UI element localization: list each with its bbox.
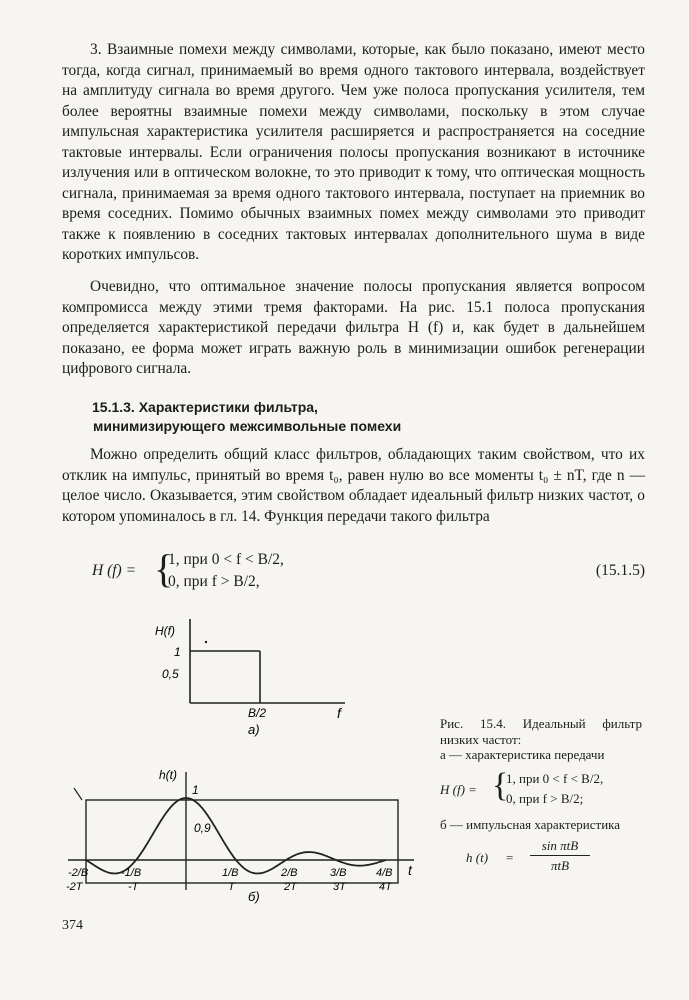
figure-b-tick-4T: 4T	[379, 881, 392, 893]
equation-case-2: 0, при f > B/2,	[168, 573, 260, 590]
caption-sinc-eq: =	[506, 850, 514, 865]
paragraph-intersymbol-interference: 3. Взаимные помехи между символами, которые, как было показано, имеют место тогда, когда сигнал, принимаемый во время одного тактового интервала, воздействует на амплитуду сигнала во время другого. Чем уже полоса пропускания усилителя, тем более вероятны взаимные помехи между символами, поскольку в этом случае импульсная характеристика усилителя расширяется и распространяется на соседние тактовые интервалы. Если ограничения полосы пропускания возникают в источнике излучения или в оптическом волокне, то это приводит к тому, что оптическая мощность сигнала, принимаемая за время одного тактового интервала, поступает на приемник во время соседних. Помимо обычных взаимных помех между символами это приводит также к появлению в соседних тактовых интервалах дополнительного шума в виде коротких импульсов.	[62, 41, 645, 263]
caption-formula-case-2: 0, при f > B/2;	[506, 790, 584, 806]
figure-b-tick-T: T	[228, 881, 235, 893]
figure-b-peak-label: 1	[192, 783, 199, 797]
equation-15-1-5	[92, 546, 645, 595]
section-heading-line2: минимизирующего межсимвольные помехи	[93, 418, 402, 434]
figure-a-ytick-05: 0,5	[162, 667, 179, 681]
figure-a-panel-label: а)	[248, 722, 260, 737]
section-heading	[92, 398, 542, 436]
figure-b-sinc-curve	[86, 798, 386, 874]
figure-caption	[440, 716, 642, 878]
caption-formula-lhs: H (f) =	[440, 781, 477, 797]
figure-b-panel-label: б)	[248, 889, 260, 904]
figure-b-impulse-response	[58, 760, 428, 915]
figure-a-xlabel: f	[337, 705, 341, 721]
equation-number: (15.1.5)	[595, 562, 645, 579]
caption-formula-brace: {	[492, 766, 509, 804]
paragraph-filter-class: Можно определить общий класс фильтров, обладающих таким свойством, что их отклик на импульс, принятый во время t₀, равен нулю во все моменты t₀ ± nT, где n — целое число. Оказывается, этим свойством обладает идеальный фильтр низких частот, о котором упоминалось в гл. 14. Функция передачи такого фильтра	[62, 446, 645, 525]
equation-lhs: H (f) =	[92, 562, 137, 579]
figure-b-tick-m2B: -2/B	[68, 867, 89, 879]
figure-b-tick-1B: 1/B	[222, 867, 239, 879]
figure-a-transfer-function	[140, 615, 370, 745]
page-number: 374	[62, 918, 83, 933]
figure-b-tick-m1B: -1/B	[121, 867, 142, 879]
figure-b-tick-3T: 3T	[333, 881, 346, 893]
caption-item-a: а — характеристика передачи	[440, 747, 605, 762]
figure-b-tick-2B: 2/B	[281, 867, 298, 879]
caption-sinc-formula	[440, 838, 642, 878]
figure-a-xtick: B/2	[248, 706, 267, 720]
caption-item-b: б — импульсная характеристика	[440, 816, 621, 832]
figure-b-tick-m2T: -2T	[66, 881, 83, 893]
figure-b-tick-mT: -T	[128, 881, 139, 893]
caption-sinc-numerator: sin πtB	[530, 838, 590, 856]
figure-b-tick-4B: 4/B	[376, 867, 393, 879]
figure-b-mid-label: 0,9	[194, 821, 211, 835]
caption-title: Рис. 15.4. Идеальный фильтр низких частот:	[440, 716, 642, 747]
section-heading-line1: 15.1.3. Характеристики фильтра,	[92, 399, 318, 415]
figure-b-ticks	[66, 867, 393, 893]
caption-formula	[440, 766, 642, 813]
caption-formula-case-1: 1, при 0 < f < B/2,	[506, 770, 604, 786]
equation-case-1: 1, при 0 < f < B/2,	[168, 551, 284, 568]
equation-brace: {	[154, 546, 174, 591]
figure-a-ylabel: H(f)	[155, 624, 175, 638]
figure-a-ytick-1: 1	[174, 645, 181, 659]
figure-b-tick-2T: 2T	[284, 881, 297, 893]
figure-b-tick-3B: 3/B	[330, 867, 347, 879]
caption-sinc-denominator: πtB	[550, 858, 570, 873]
figure-b-xlabel: t	[408, 862, 412, 878]
paragraph-bandwidth-tradeoff: Очевидно, что оптимальное значение полосы пропускания является вопросом компромисса между этими тремя факторами. На рис. 15.1 полоса пропускания определяется характеристикой передачи фильтра H (f) и, как будет в дальнейшем показано, ее форма может играть важную роль в минимизации ошибок регенерации цифрового сигнала.	[62, 278, 645, 377]
caption-sinc-lhs: h (t)	[466, 850, 489, 865]
figure-b-ylabel: h(t)	[159, 768, 177, 782]
